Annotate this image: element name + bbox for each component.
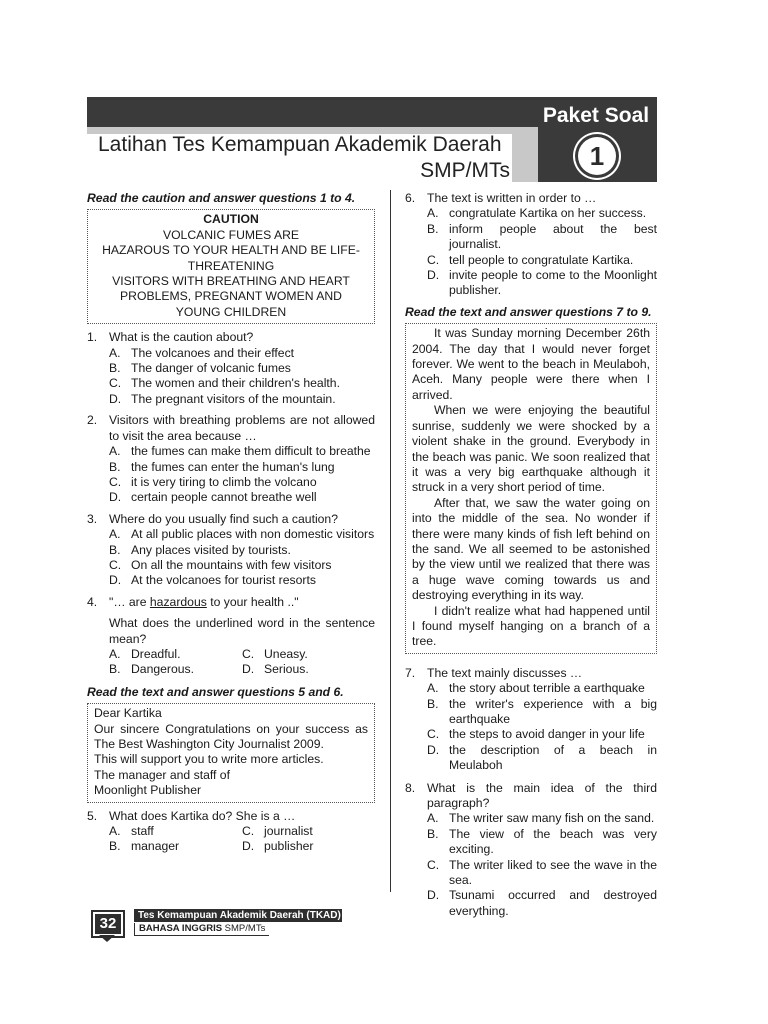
option-d[interactable]: D. the description of a beach in Meulaboh	[427, 742, 657, 773]
option-d[interactable]: D. At the volcanoes for tourist resorts	[109, 573, 316, 588]
option-d[interactable]: D. The pregnant visitors of the mountain.	[109, 391, 336, 406]
option-a[interactable]: A. the fumes can make them difficult to breathe	[109, 444, 371, 459]
caution-line: VOLCANIC FUMES ARE	[162, 227, 300, 242]
question-6: 6. The text is written in order to … A. congratulate Kartika on her success. B. inform people about the best journalist. C. tell people to congratulate Kartika. D. invite people to come to the Moonlight publisher.	[405, 191, 657, 298]
caution-heading: CAUTION	[203, 212, 259, 227]
question-text: The text mainly discusses …	[427, 665, 583, 680]
question-text: What does Kartika do? She is a …	[109, 808, 296, 823]
option-b[interactable]: B. manager	[109, 839, 180, 854]
option-a[interactable]: A. The writer saw many fish on the sand.	[427, 811, 655, 826]
instruction-q1-4: Read the caution and answer questions 1 to 4.	[87, 191, 356, 205]
page-subtitle: SMP/MTs	[420, 159, 510, 182]
option-c[interactable]: C. the steps to avoid danger in your life	[427, 727, 645, 742]
option-d[interactable]: D. Tsunami occurred and destroyed everything.	[427, 888, 657, 918]
option-b[interactable]: B. the fumes can enter the human's lung	[109, 459, 335, 474]
caution-box	[87, 209, 375, 324]
question-text: What does the underlined word in the sentence mean?	[109, 616, 375, 646]
option-d[interactable]: D. publisher	[242, 839, 314, 854]
option-b[interactable]: B. Any places visited by tourists.	[109, 542, 291, 557]
option-a[interactable]: A. Dreadful.	[109, 646, 181, 661]
option-d[interactable]: D. certain people cannot breathe well	[109, 490, 317, 505]
option-b[interactable]: B. The danger of volcanic fumes	[109, 361, 291, 376]
question-8: 8. What is the main idea of the third paragraph? A. The writer saw many fish on the sand. B. The view of the beach was very exciting. C. The writer liked to see the wave in the sea. D. Tsunami occurred and destroyed everything.	[405, 780, 657, 918]
option-c[interactable]: C. Uneasy.	[242, 646, 308, 661]
passage-paragraph: It was Sunday morning December 26th 2004. The day that I would never forget forever. We went to the beach in Meulaboh, Aceh. Many people were there when I arrived.	[412, 326, 650, 402]
instruction-q5-6: Read the text and answer questions 5 and 6.	[87, 684, 344, 699]
option-a[interactable]: A. staff	[109, 824, 154, 839]
option-c[interactable]: C. journalist	[242, 824, 313, 839]
instruction-q7-9: Read the text and answer questions 7 to 9.	[405, 304, 652, 319]
option-d[interactable]: D. invite people to come to the Moonlight publisher.	[427, 268, 657, 298]
option-d[interactable]: D. Serious.	[242, 662, 309, 677]
paket-number-badge: 1	[578, 137, 616, 175]
right-column	[405, 191, 657, 919]
caution-line: HAZAROUS TO YOUR HEALTH AND BE LIFE-THREATENING	[102, 243, 360, 273]
option-a[interactable]: A. The volcanoes and their effect	[109, 345, 295, 360]
option-b[interactable]: B. The view of the beach was very exciting.	[427, 826, 657, 857]
option-c[interactable]: C. tell people to congratulate Kartika.	[427, 252, 634, 267]
option-b[interactable]: B. inform people about the best journalist.	[427, 221, 657, 252]
option-c[interactable]: C. it is very tiring to climb the volcano	[109, 474, 317, 489]
page-number-badge: 32	[91, 910, 125, 938]
question-7: 7. The text mainly discusses … A. the story about terrible a earthquake B. the writer's experience with a big earthquake C. the steps to avoid danger in your life D. the description of a beach in Meulaboh	[405, 665, 657, 773]
column-divider	[390, 190, 391, 892]
passage-paragraph: When we were enjoying the beautiful sunrise, suddenly we were shocked by a violent shake in the ground. Everybody in the beach was panic. We soon realized that it was a very big earthquake although it struck in a very short period of time.	[412, 403, 650, 495]
passage-box	[405, 323, 657, 654]
option-a[interactable]: A. the story about terrible a earthquake	[427, 681, 645, 696]
footer-subject: BAHASA INGGRIS SMP/MTs	[134, 923, 269, 936]
question-text: The text is written in order to …	[427, 191, 597, 205]
question-text: Visitors with breathing problems are not allowed to visit the area because …	[109, 413, 375, 443]
option-b[interactable]: B. Dangerous.	[109, 662, 195, 677]
letter-box: Dear Kartika Our sincere Congratulations on your success as The Best Washington City Journalist 2009. This will support you to write more articles. The manager and staff of Moonlight Publisher	[87, 703, 375, 802]
option-a[interactable]: A. congratulate Kartika on her success.	[427, 206, 647, 221]
question-5: 5. What does Kartika do? She is a … A. staff C. journalist B. manager D. publisher	[87, 809, 375, 855]
left-column	[87, 191, 375, 855]
question-4: 4. "… are hazardous to your health .." What does the underlined word in the sentence mean? A. Dreadful. C. Uneasy. B. Dangerous. D. Serious.	[87, 594, 375, 677]
option-c[interactable]: C. On all the mountains with few visitors	[109, 557, 332, 572]
question-text: Where do you usually find such a caution?	[109, 511, 338, 526]
passage-paragraph: I didn't realize what had happened until I found myself hanging on a branch of a tree.	[412, 603, 650, 649]
option-c[interactable]: C. The women and their children's health.	[109, 376, 340, 391]
question-quote: "… are hazardous to your health .."	[109, 594, 299, 609]
header-accent-vertical	[512, 127, 538, 182]
question-text: What is the main idea of the third paragraph?	[427, 780, 657, 811]
option-b[interactable]: B. the writer's experience with a big earthquake	[427, 696, 657, 726]
page-number-pointer	[99, 935, 115, 942]
underlined-word: hazardous	[149, 594, 207, 609]
question-1: 1. What is the caution about? A. The volcanoes and their effect B. The danger of volcanic fumes C. The women and their children's health. D. The pregnant visitors of the mountain.	[87, 330, 375, 407]
option-c[interactable]: C. The writer liked to see the wave in the sea.	[427, 857, 657, 888]
question-2: 2. Visitors with breathing problems are not allowed to visit the area because … A. the fumes can make them difficult to breathe B. the fumes can enter the human's lung C. it is very tiring to climb the volcano D. certain people cannot breathe well	[87, 413, 375, 505]
option-a[interactable]: A. At all public places with non domestic visitors	[109, 527, 375, 542]
footer-book-title: Tes Kemampuan Akademik Daerah (TKAD)	[134, 909, 342, 922]
paket-soal-label: Paket Soal	[542, 104, 650, 127]
page-title: Latihan Tes Kemampuan Akademik Daerah	[98, 133, 502, 156]
caution-line: VISITORS WITH BREATHING AND HEART PROBLEMS, PREGNANT WOMEN AND YOUNG CHILDREN	[112, 274, 350, 319]
question-3: 3. Where do you usually find such a caution? A. At all public places with non domestic visitors B. Any places visited by tourists. C. On all the mountains with few visitors D. At the volcanoes for tourist resorts	[87, 511, 375, 588]
question-text: What is the caution about?	[109, 330, 254, 345]
passage-paragraph: After that, we saw the water going on into the middle of the sea. No wonder if there were many kinds of fish left behind on the sand. We all seemed to be astonished by the view until we realized that there was a huge wave coming towards us and destroying everything in its way.	[412, 495, 650, 603]
